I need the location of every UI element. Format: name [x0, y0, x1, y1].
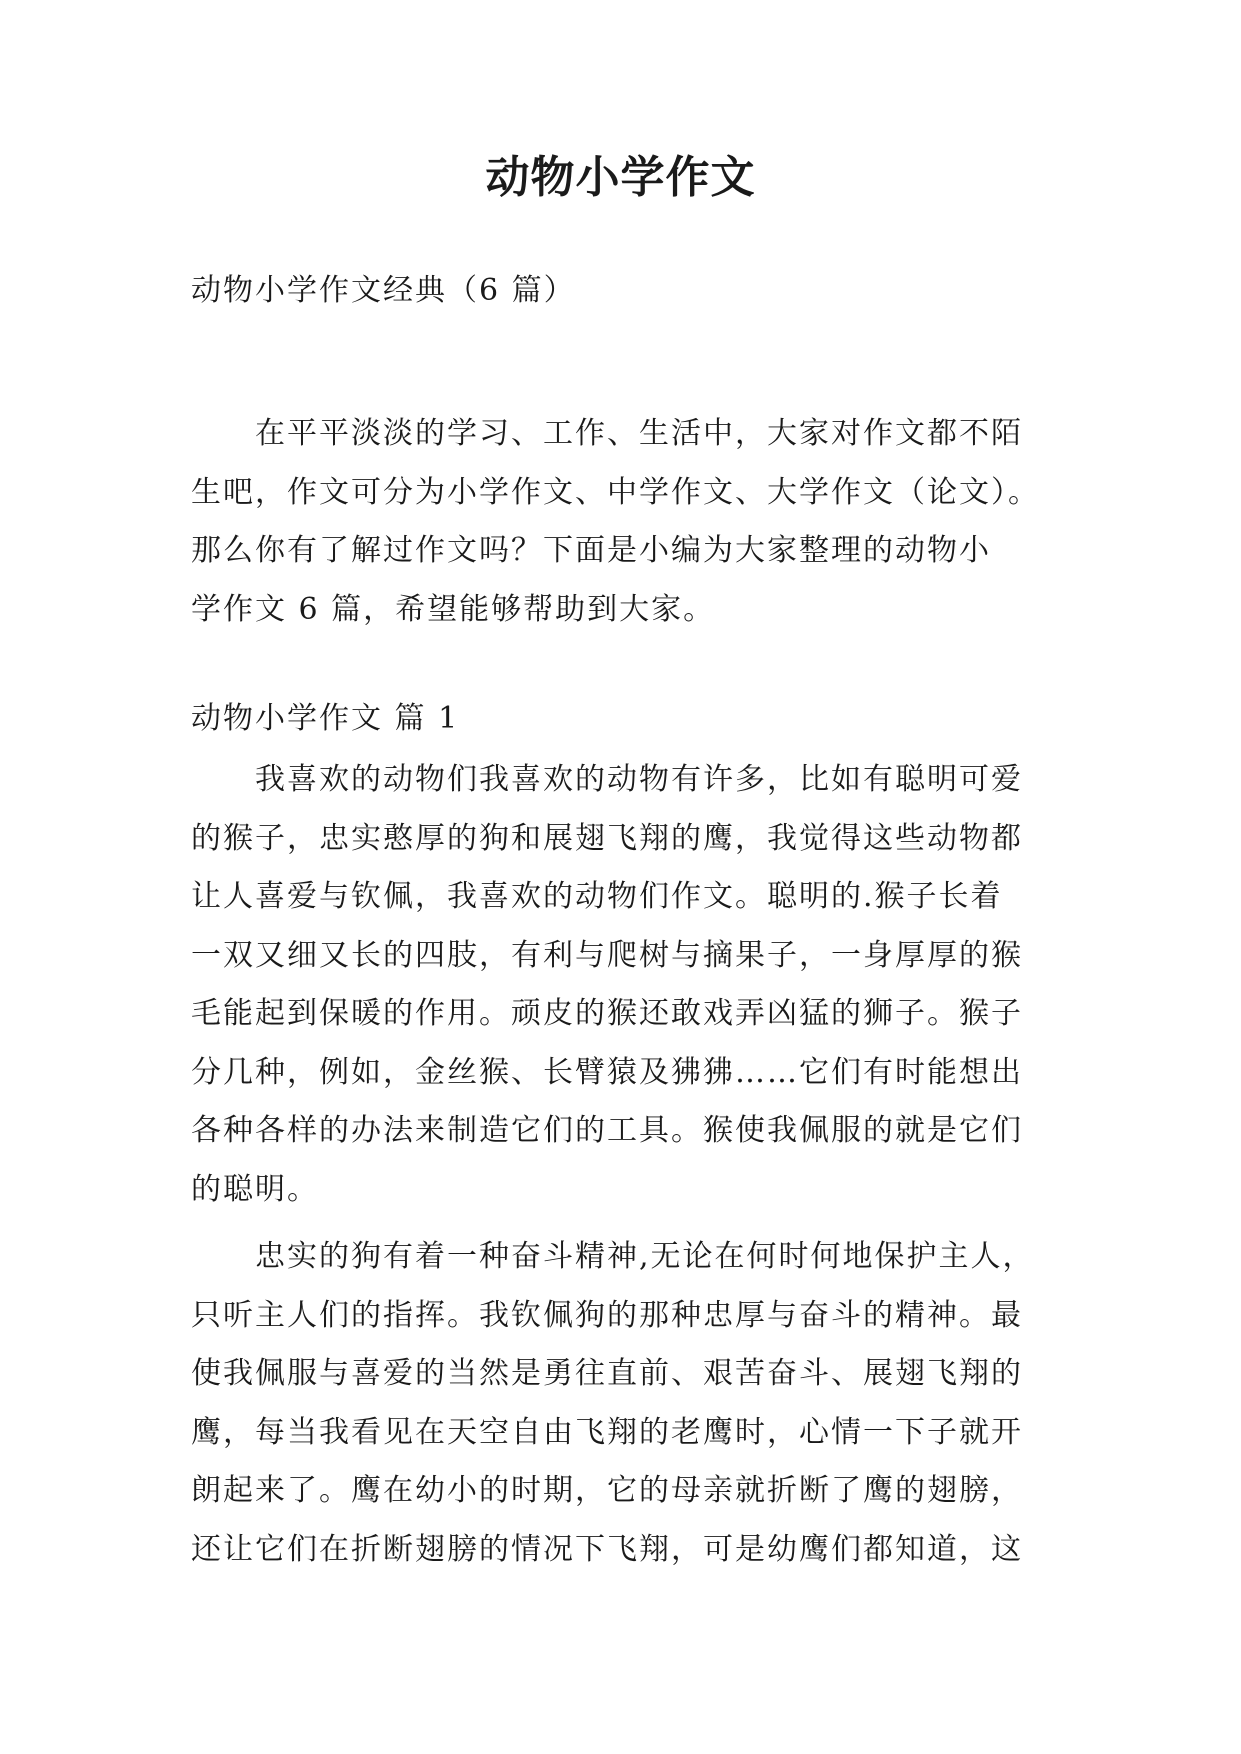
- intro-paragraph: [191, 405, 1061, 639]
- document-title: 动物小学作文: [485, 152, 756, 203]
- intro-line: 在平平淡淡的学习、工作、生活中，大家对作文都不陌: [191, 416, 1023, 451]
- paragraph-line: 我喜欢的动物们我喜欢的动物有许多，比如有聪明可爱: [191, 762, 1023, 797]
- paragraph-line: 只听主人们的指挥。我钦佩狗的那种忠厚与奋斗的精神。最: [191, 1297, 1023, 1333]
- paragraph-line: 忠实的狗有着一种奋斗精神,无论在何时何地保护主人，: [191, 1239, 1035, 1274]
- paragraph-line: 还让它们在折断翅膀的情况下飞翔，可是幼鹰们都知道，这: [191, 1531, 1023, 1567]
- paragraph-line: 使我佩服与喜爱的当然是勇往直前、艰苦奋斗、展翅飞翔的: [191, 1356, 1023, 1391]
- intro-line: 学作文 6 篇，希望能够帮助到大家。: [191, 591, 716, 627]
- intro-line: 生吧，作文可分为小学作文、中学作文、大学作文（论文）。: [191, 474, 1040, 510]
- intro-line: 那么你有了解过作文吗？下面是小编为大家整理的动物小: [191, 533, 991, 568]
- paragraph-line: 毛能起到保暖的作用。顽皮的猴还敢戏弄凶猛的狮子。猴子: [191, 996, 1023, 1031]
- document-subtitle: 动物小学作文经典（6 篇）: [191, 273, 576, 308]
- paragraph-line: 各种各样的办法来制造它们的工具。猴使我佩服的就是它们: [191, 1113, 1023, 1148]
- paragraph-line: 分几种，例如，金丝猴、长臂猿及狒狒……它们有时能想出: [191, 1054, 1023, 1090]
- paragraph-line: 一双又细又长的四肢，有利与爬树与摘果子，一身厚厚的猴: [191, 937, 1023, 973]
- section-heading: 动物小学作文 篇 1: [191, 701, 460, 736]
- paragraph-line: 的聪明。: [191, 1171, 319, 1207]
- paragraph-line: 让人喜爱与钦佩，我喜欢的动物们作文。聪明的.猴子长着: [191, 879, 1003, 914]
- body-paragraph-2: [191, 1228, 1061, 1579]
- paragraph-line: 的猴子，忠实憨厚的狗和展翅飞翔的鹰，我觉得这些动物都: [191, 820, 1023, 856]
- body-paragraph-1: [191, 751, 1061, 1219]
- paragraph-line: 鹰，每当我看见在天空自由飞翔的老鹰时，心情一下子就开: [191, 1414, 1023, 1450]
- paragraph-line: 朗起来了。鹰在幼小的时期，它的母亲就折断了鹰的翅膀，: [191, 1473, 1023, 1508]
